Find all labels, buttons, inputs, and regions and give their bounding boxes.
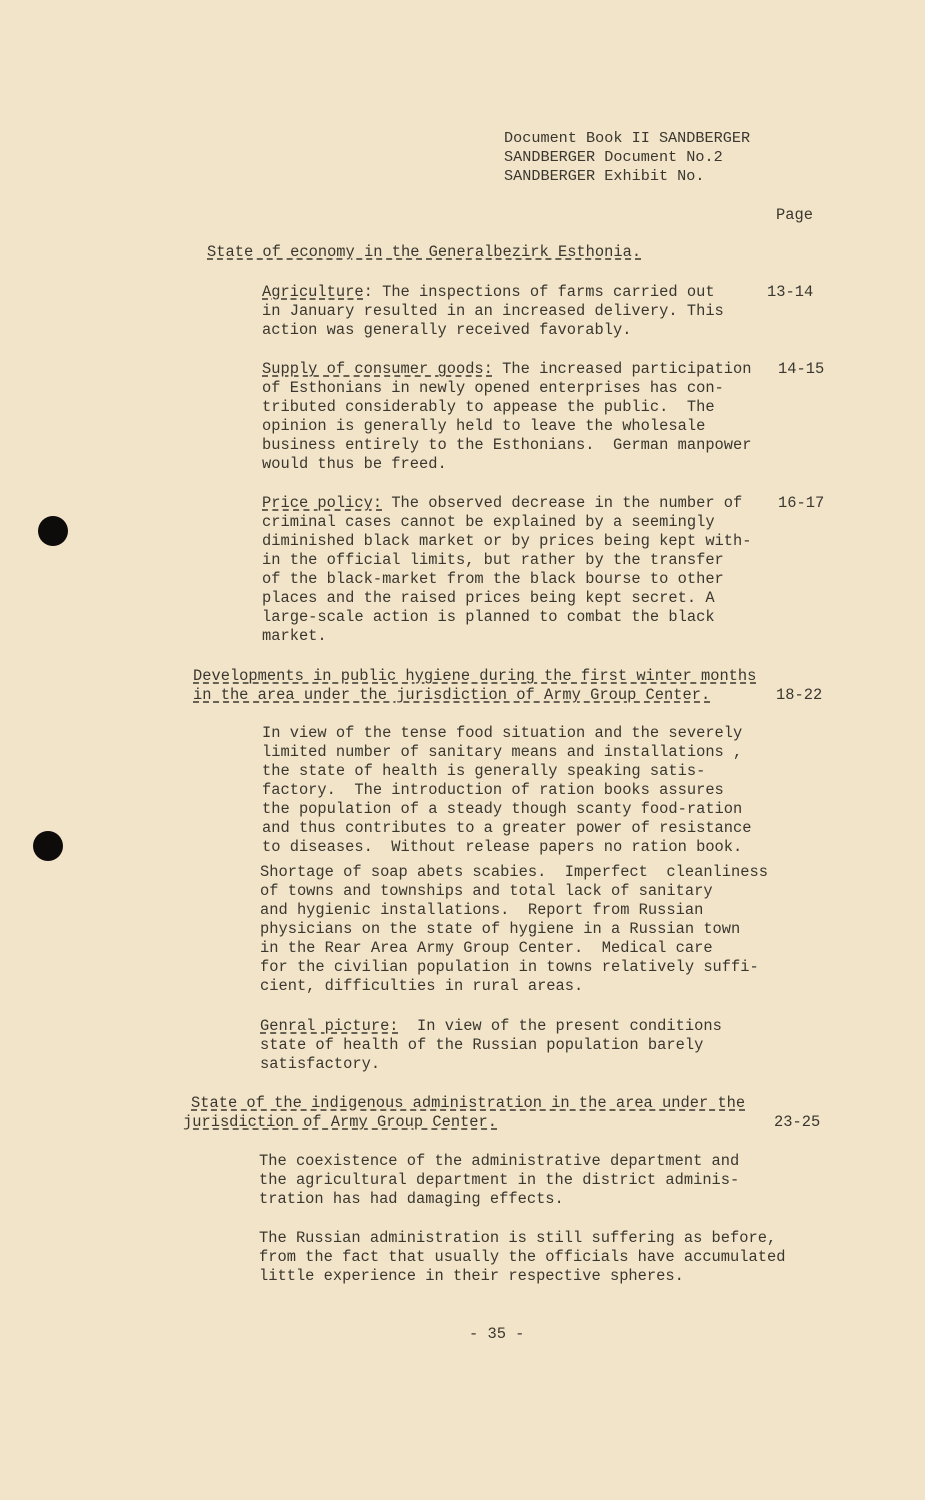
section-title-hygiene-line1: Developments in public hygiene during the first winter months [193, 667, 757, 685]
hygiene-para1-line: factory. The introduction of ration books assures [262, 781, 724, 799]
hygiene-para1-line: In view of the tense food situation and the severely [262, 724, 743, 742]
page-column-label: Page [776, 206, 813, 224]
price-policy-line: market. [262, 627, 327, 645]
pages-administration: 23-25 [774, 1113, 821, 1131]
agriculture-line: in January resulted in an increased delivery. This [262, 302, 724, 320]
price-policy-label: Price policy: [262, 494, 383, 512]
supply-line: opinion is generally held to leave the wholesale [262, 417, 706, 435]
hygiene-para1-line: to diseases. Without release papers no ration book. [262, 838, 743, 856]
section-title-hygiene-line2: in the area under the jurisdiction of Army Group Center. [193, 686, 711, 704]
punch-hole-bottom [33, 831, 63, 861]
supply-label: Supply of consumer goods: [262, 360, 493, 378]
hygiene-para2-line: cient, difficulties in rural areas. [260, 977, 584, 995]
hygiene-para2-line: physicians on the state of hygiene in a Russian town [260, 920, 741, 938]
hygiene-para2-line: Shortage of soap abets scabies. Imperfect cleanliness [260, 863, 768, 881]
pages-hygiene: 18-22 [776, 686, 823, 704]
agriculture-label: Agriculture [262, 283, 364, 301]
section-title-administration-line1: State of the indigenous administration in the area under the [191, 1094, 746, 1112]
supply-line: of Esthonians in newly opened enterprises has con- [262, 379, 724, 397]
price-policy-line: large-scale action is planned to combat the black [262, 608, 715, 626]
pages-agriculture: 13-14 [767, 283, 814, 301]
paragraph-agriculture: Agriculture: The inspections of farms carried out [262, 283, 715, 301]
paragraph-supply: Supply of consumer goods: The increased participation [262, 360, 752, 378]
hygiene-para2-line: in the Rear Area Army Group Center. Medical care [260, 939, 713, 957]
hygiene-para1-line: the state of health is generally speaking satis- [262, 762, 706, 780]
administration-para1-line: tration has had damaging effects. [259, 1190, 564, 1208]
hygiene-para2-line: of towns and townships and total lack of sanitary [260, 882, 713, 900]
administration-para2-line: The Russian administration is still suffering as before, [259, 1229, 777, 1247]
hygiene-para1-line: and thus contributes to a greater power of resistance [262, 819, 752, 837]
general-picture-line: state of health of the Russian population barely [260, 1036, 704, 1054]
general-picture-line: satisfactory. [260, 1055, 381, 1073]
price-policy-line: in the official limits, but rather by the transfer [262, 551, 724, 569]
pages-supply: 14-15 [778, 360, 825, 378]
header-document-number: SANDBERGER Document No.2 [504, 148, 723, 166]
hygiene-para2-line: for the civilian population in towns relatively suffi- [260, 958, 759, 976]
paragraph-price-policy: Price policy: The observed decrease in the number of [262, 494, 743, 512]
general-picture-line: Genral picture: In view of the present conditions [260, 1017, 722, 1035]
general-picture-label: Genral picture: [260, 1017, 399, 1035]
section-title-economy: State of economy in the Generalbezirk Esthonia. [207, 243, 642, 261]
header-exhibit-number: SANDBERGER Exhibit No. [504, 167, 705, 185]
supply-line: business entirely to the Esthonians. German manpower [262, 436, 752, 454]
hygiene-para1-line: limited number of sanitary means and installations , [262, 743, 743, 761]
price-policy-line: of the black-market from the black bourse to other [262, 570, 724, 588]
hygiene-para1-line: the population of a steady though scanty food-ration [262, 800, 743, 818]
administration-para2-line: little experience in their respective spheres. [259, 1267, 684, 1285]
administration-para2-line: from the fact that usually the officials have accumulated [259, 1248, 786, 1266]
punch-hole-top [38, 516, 68, 546]
section-title-administration-line2: jurisdiction of Army Group Center. [183, 1113, 498, 1131]
header-document-book: Document Book II SANDBERGER [504, 129, 751, 147]
footer-page-number: - 35 - [469, 1325, 525, 1343]
agriculture-line: action was generally received favorably. [262, 321, 632, 339]
administration-para1-line: the agricultural department in the district adminis- [259, 1171, 740, 1189]
price-policy-line: places and the raised prices being kept secret. A [262, 589, 715, 607]
pages-price-policy: 16-17 [778, 494, 825, 512]
supply-line: would thus be freed. [262, 455, 447, 473]
administration-para1-line: The coexistence of the administrative department and [259, 1152, 740, 1170]
hygiene-para2-line: and hygienic installations. Report from Russian [260, 901, 704, 919]
supply-line: tributed considerably to appease the public. The [262, 398, 715, 416]
price-policy-line: criminal cases cannot be explained by a seemingly [262, 513, 715, 531]
price-policy-line: diminished black market or by prices being kept with- [262, 532, 752, 550]
